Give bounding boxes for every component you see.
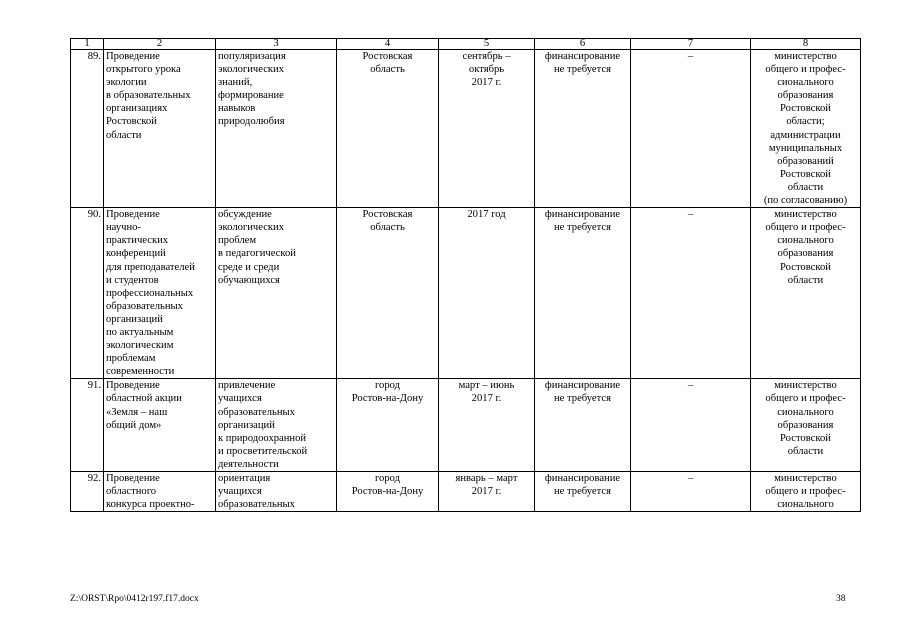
- cell-text-line: для преподавателей: [106, 261, 195, 273]
- cell-text-line: образований: [777, 155, 834, 167]
- cell-text-line: природолюбия: [218, 116, 285, 128]
- row-number-cell: 89.: [71, 50, 104, 208]
- cell-text-line: обучающихся: [218, 274, 280, 286]
- cell-text-line: Проведение: [106, 380, 160, 392]
- cell-text-line: финансирование: [544, 380, 621, 392]
- cell-text-line: научно-: [106, 222, 141, 234]
- table-row: [71, 379, 861, 472]
- cell-text-line: 2017 г.: [471, 486, 502, 498]
- cell-text-line: формирование: [218, 90, 284, 102]
- cell-text-line: «Земля – наш: [106, 406, 168, 418]
- cell-text-line: область: [370, 222, 405, 234]
- cell-text-line: к природоохранной: [218, 432, 307, 444]
- events-table: [70, 38, 861, 512]
- cell-text-line: области: [787, 274, 824, 286]
- cell-text-line: проблемам: [106, 353, 156, 365]
- date-cell: [439, 472, 535, 512]
- cell-text-line: образования: [777, 90, 834, 102]
- cell-text-line: Ростовской: [780, 168, 831, 180]
- goal-cell: [216, 472, 337, 512]
- cell-text-line: Проведение: [106, 473, 160, 484]
- cell-text-line: области;: [786, 116, 825, 128]
- cell-text-line: министерство: [774, 380, 837, 392]
- cell-text-line: деятельности: [218, 458, 279, 470]
- cell-text-line: Ростовской: [780, 261, 831, 273]
- cell-text-line: общего и профес-: [765, 393, 846, 405]
- cell-text-line: знаний,: [218, 77, 253, 89]
- column-number: 8: [751, 39, 861, 50]
- cell-text-line: сионального: [777, 77, 834, 89]
- cell-text-line: конкурса проектно-: [106, 499, 195, 511]
- cell-text-line: организаций: [218, 419, 275, 431]
- cell-text-line: администрации: [770, 129, 841, 141]
- cell-text-line: город: [374, 380, 401, 392]
- goal-cell: [216, 50, 337, 208]
- cell-text-line: в образовательных: [106, 90, 191, 102]
- cell-text-line: Ростов-на-Дону: [351, 393, 424, 405]
- column-number: 7: [631, 39, 751, 50]
- column-number: 1: [71, 39, 104, 50]
- cell-text-line: муниципальных: [768, 142, 843, 154]
- cell-text-line: и студентов: [106, 274, 159, 286]
- cell-text-line: экологических: [218, 64, 285, 76]
- table-row: [71, 208, 861, 379]
- cell-text-line: образования: [777, 248, 834, 260]
- cell-text-line: ориентация: [218, 473, 271, 484]
- cell-text-line: март – июнь: [458, 380, 515, 392]
- cell-text-line: областного: [106, 486, 157, 498]
- cell-text-line: открытого урока: [106, 64, 181, 76]
- cell-text-line: экологии: [106, 77, 147, 89]
- cell-text-line: 2017 г.: [471, 77, 502, 89]
- cell-text-line: январь – март: [455, 473, 518, 484]
- cell-text-line: сионального: [777, 406, 834, 418]
- cell-text-line: общего и профес-: [765, 64, 846, 76]
- cell-text-line: профессиональных: [106, 287, 194, 299]
- cell-text-line: проблем: [218, 235, 257, 247]
- cell-text-line: по актуальным: [106, 326, 174, 338]
- event-cell: [104, 208, 216, 379]
- date-cell: [439, 50, 535, 208]
- place-cell: [337, 472, 439, 512]
- cell-text-line: образования: [777, 419, 834, 431]
- column-7-cell: –: [631, 379, 751, 472]
- table-row: [71, 472, 861, 512]
- cell-text-line: финансирование: [544, 51, 621, 62]
- cell-text-line: организаций: [106, 313, 163, 325]
- cell-text-line: Ростов-на-Дону: [351, 486, 424, 498]
- funding-cell: [535, 208, 631, 379]
- cell-text-line: финансирование: [544, 473, 621, 484]
- cell-text-line: области: [787, 445, 824, 457]
- column-number: 3: [216, 39, 337, 50]
- cell-text-line: финансирование: [544, 209, 621, 221]
- cell-text-line: образовательных: [218, 499, 295, 511]
- event-cell: [104, 472, 216, 512]
- cell-text-line: не требуется: [554, 486, 611, 498]
- cell-text-line: министерство: [774, 209, 837, 221]
- column-number-row: [71, 39, 861, 50]
- place-cell: [337, 379, 439, 472]
- funding-cell: [535, 50, 631, 208]
- place-cell: [337, 50, 439, 208]
- place-cell: [337, 208, 439, 379]
- cell-text-line: учащихся: [218, 393, 262, 405]
- cell-text-line: экологических: [218, 222, 285, 234]
- cell-text-line: учащихся: [218, 486, 262, 498]
- cell-text-line: обсуждение: [218, 209, 272, 221]
- responsible-cell: [751, 379, 861, 472]
- column-number: 6: [535, 39, 631, 50]
- cell-text-line: общего и профес-: [765, 222, 846, 234]
- cell-text-line: образовательных: [106, 300, 183, 312]
- row-number-cell: 91.: [71, 379, 104, 472]
- column-7-cell: –: [631, 208, 751, 379]
- cell-text-line: не требуется: [554, 222, 611, 234]
- cell-text-line: привлечение: [218, 380, 276, 392]
- goal-cell: [216, 379, 337, 472]
- column-number: 2: [104, 39, 216, 50]
- cell-text-line: сентябрь –: [462, 51, 511, 62]
- cell-text-line: практических: [106, 235, 169, 247]
- cell-text-line: сионального: [777, 499, 834, 511]
- cell-text-line: (по согласованию): [763, 195, 848, 207]
- cell-text-line: Ростовская: [362, 209, 413, 221]
- cell-text-line: Ростовская: [362, 51, 413, 62]
- funding-cell: [535, 379, 631, 472]
- column-7-cell: –: [631, 50, 751, 208]
- cell-text-line: конференций: [106, 248, 166, 260]
- cell-text-line: среде и среди: [218, 261, 280, 273]
- cell-text-line: области: [106, 129, 142, 141]
- funding-cell: [535, 472, 631, 512]
- cell-text-line: 2017 г.: [471, 393, 502, 405]
- cell-text-line: Ростовской: [106, 116, 157, 128]
- responsible-cell: [751, 50, 861, 208]
- row-number-cell: 90.: [71, 208, 104, 379]
- cell-text-line: не требуется: [554, 64, 611, 76]
- cell-text-line: министерство: [774, 473, 837, 484]
- responsible-cell: [751, 208, 861, 379]
- cell-text-line: организациях: [106, 103, 168, 115]
- date-cell: [439, 379, 535, 472]
- cell-text-line: популяризация: [218, 51, 286, 62]
- cell-text-line: общего и профес-: [765, 486, 846, 498]
- cell-text-line: сионального: [777, 235, 834, 247]
- event-cell: [104, 379, 216, 472]
- event-cell: [104, 50, 216, 208]
- cell-text-line: области: [787, 181, 824, 193]
- cell-text-line: область: [370, 64, 405, 76]
- table-row: [71, 50, 861, 208]
- responsible-cell: [751, 472, 861, 512]
- cell-text-line: Ростовской: [780, 103, 831, 115]
- cell-text-line: областной акции: [106, 393, 182, 405]
- page-number: 38: [836, 594, 846, 604]
- column-7-cell: –: [631, 472, 751, 512]
- cell-text-line: октябрь: [468, 64, 505, 76]
- cell-text-line: Проведение: [106, 209, 160, 221]
- cell-text-line: навыков: [218, 103, 256, 115]
- cell-text-line: образовательных: [218, 406, 295, 418]
- cell-text-line: 2017 год: [467, 209, 506, 221]
- cell-text-line: не требуется: [554, 393, 611, 405]
- cell-text-line: министерство: [774, 51, 837, 62]
- cell-text-line: город: [374, 473, 401, 484]
- cell-text-line: Проведение: [106, 51, 160, 62]
- date-cell: [439, 208, 535, 379]
- cell-text-line: общий дом»: [106, 419, 162, 431]
- cell-text-line: в педагогической: [218, 248, 296, 260]
- cell-text-line: Ростовской: [780, 432, 831, 444]
- cell-text-line: экологическим: [106, 340, 174, 352]
- file-path-footer: Z:\ORST\Rpo\0412r197.f17.docx: [70, 594, 199, 604]
- column-number: 5: [439, 39, 535, 50]
- cell-text-line: современности: [106, 366, 175, 378]
- cell-text-line: и просветительской: [218, 445, 308, 457]
- row-number-cell: 92.: [71, 472, 104, 512]
- goal-cell: [216, 208, 337, 379]
- column-number: 4: [337, 39, 439, 50]
